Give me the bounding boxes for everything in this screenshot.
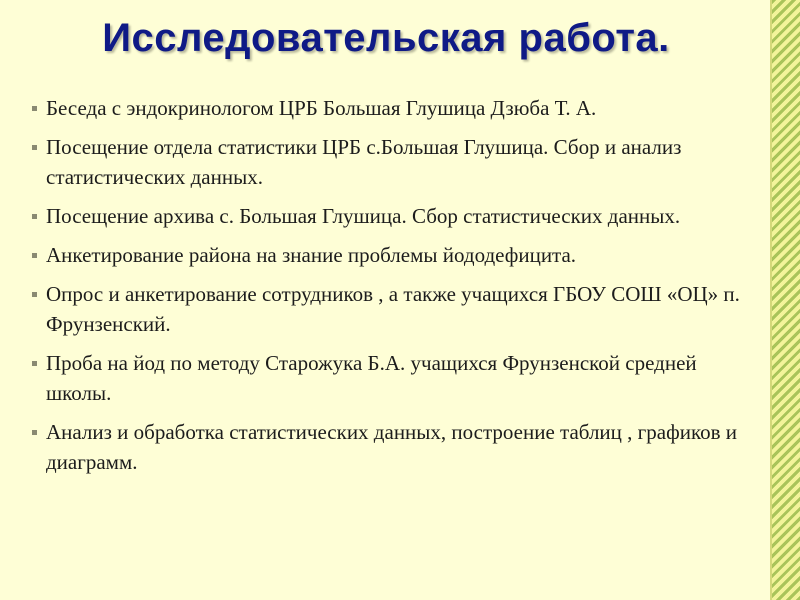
decorative-striped-border (770, 0, 800, 600)
list-item (30, 240, 760, 270)
list-item-text: Анкетирование района на знание проблемы йододефицита. (46, 243, 577, 267)
bullet-icon (32, 145, 37, 150)
list-item-text: Посещение архива с. Большая Глушица. Сбор статистических данных. (46, 204, 681, 228)
list-item (30, 132, 760, 192)
list-item-text: Анализ и обработка статистических данных, построение таблиц , графиков и диаграмм. (46, 420, 737, 474)
list-item (30, 279, 760, 339)
bullet-icon (32, 361, 37, 366)
list-item (30, 93, 760, 123)
list-item-text: Посещение отдела статистики ЦРБ с.Большая Глушица. Сбор и анализ статистических данных. (46, 135, 682, 189)
slide-title: Исследовательская работа. (102, 16, 670, 60)
list-item-text: Опрос и анкетирование сотрудников , а также учащихся ГБОУ СОШ «ОЦ» п. Фрунзенский. (46, 282, 740, 336)
list-item (30, 348, 760, 408)
list-item-text: Беседа с эндокринологом ЦРБ Большая Глушица Дзюба Т. А. (46, 96, 597, 120)
bullet-icon (32, 430, 37, 435)
list-item (30, 201, 760, 231)
list-item-text: Проба на йод по методу Старожука Б.А. учащихся Фрунзенской средней школы. (46, 351, 697, 405)
list-item (30, 417, 760, 477)
bullet-icon (32, 292, 37, 297)
bullet-list (30, 93, 760, 486)
bullet-icon (32, 106, 37, 111)
bullet-icon (32, 253, 37, 258)
bullet-icon (32, 214, 37, 219)
